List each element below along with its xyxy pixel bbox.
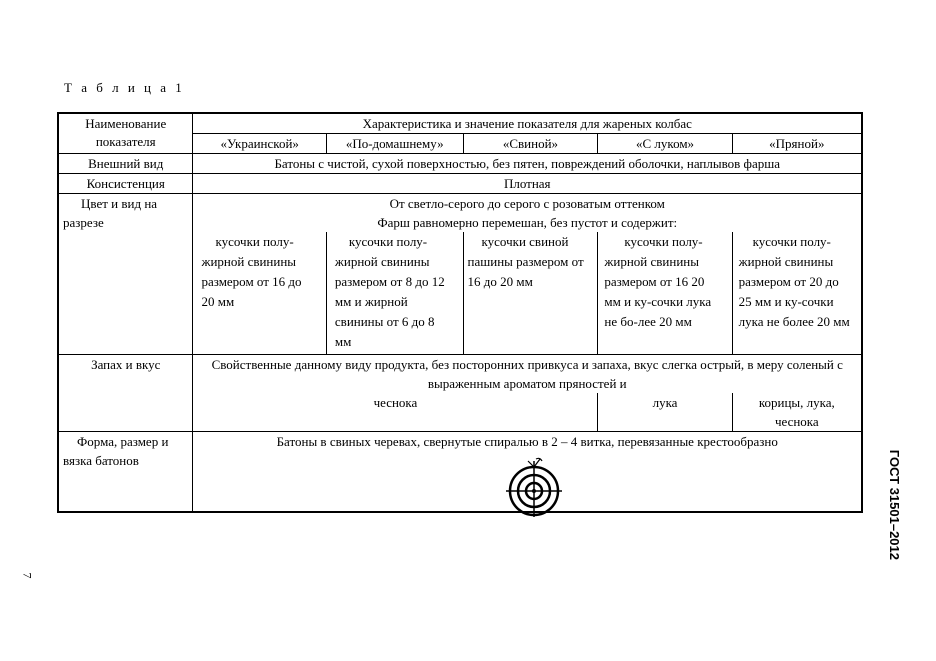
piece-homestyle-text: кусочки полу-жирной свинины размером от 8 до 12 мм и жирной свинины от 6 до 8 мм [334, 234, 445, 349]
row-consistency-name: Консистенция [58, 174, 193, 194]
row-smell-name: Запах и вкус [58, 355, 193, 432]
page-number: 7 [20, 572, 35, 579]
table-caption: Т а б л и ц а 1 [64, 80, 185, 95]
row-color-piece-ukrainian [193, 232, 326, 355]
row-color-line1: От светло-серого до серого с розоватым оттенком [389, 196, 665, 211]
row-color-name-text: Цвет и вид на разрезе [63, 196, 158, 230]
header-col-ukrainian: «Украинской» [193, 134, 326, 154]
piece-spicy-text: кусочки полу-жирной свинины размером от 20 до 25 мм и ку-сочки лука не более 20 мм [738, 234, 850, 329]
row-smell-line: Свойственные данному виду продукта, без посторонних привкуса и запаха, вкус слегка острый, в меру соленый с выраженным ароматом пряностей и [193, 355, 862, 394]
row-smell-cinnamon: корицы, лука, чеснока [732, 393, 862, 432]
row-shape-name-text: Форма, размер и вязка батонов [63, 434, 169, 468]
quality-table [57, 112, 863, 513]
row-color-piece-spicy [732, 232, 862, 355]
header-col-onion: «С луком» [598, 134, 732, 154]
row-shape-value: Батоны в свиных черевах, свернутые спиралью в 2 – 4 витка, перевязанные крестообразно [276, 434, 778, 449]
row-color-piece-pork [463, 232, 598, 355]
header-col-spicy: «Пряной» [732, 134, 862, 154]
header-indicator: Наименование показателя [58, 113, 193, 154]
row-smell-onion: лука [598, 393, 732, 432]
row-color-piece-onion [598, 232, 732, 355]
header-col-homestyle: «По-домашнему» [326, 134, 463, 154]
row-color-name [58, 194, 193, 355]
standard-label: ГОСТ 31501–2012 [887, 449, 902, 560]
row-consistency-value: Плотная [193, 174, 862, 194]
piece-onion-text: кусочки полу-жирной свинины размером от 16 20 мм и ку-сочки лука не бо-лее 20 мм [604, 234, 712, 329]
row-shape-name [58, 432, 193, 513]
header-group: Характеристика и значение показателя для жареных колбас [193, 113, 862, 134]
row-shape-cell [193, 432, 862, 513]
row-color-piece-homestyle [326, 232, 463, 355]
piece-pork-text: кусочки свиной пашины размером от 16 до 20 мм [467, 234, 584, 289]
sausage-spiral-icon [502, 457, 566, 517]
spiral-figure-wrap [197, 451, 857, 511]
piece-ukrainian-text: кусочки полу-жирной свинины размером от 16 до 20 мм [201, 234, 302, 309]
row-appearance-value: Батоны с чистой, сухой поверхностью, без пятен, повреждений оболочки, наплывов фарша [193, 154, 862, 174]
row-color-line2: Фарш равномерно перемешан, без пустот и содержит: [377, 215, 678, 230]
row-smell-garlic: чеснока [193, 393, 598, 432]
row-color-summary [193, 194, 862, 233]
header-col-pork: «Свиной» [463, 134, 598, 154]
row-appearance-name: Внешний вид [58, 154, 193, 174]
